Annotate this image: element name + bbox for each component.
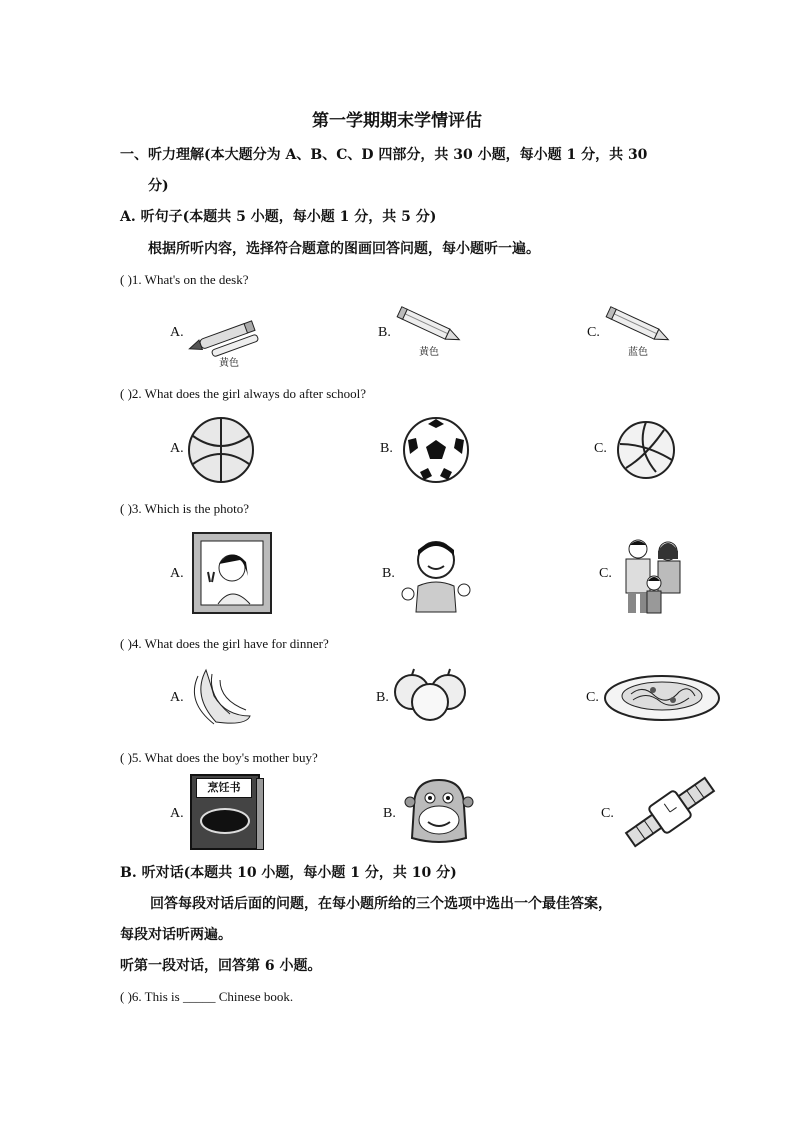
part1-heading-cont: 分) xyxy=(148,178,169,194)
pencil-icon xyxy=(605,310,675,345)
question-6: ( )6. This is _____ Chinese book. xyxy=(120,989,294,1004)
q1-option-c-label: C. xyxy=(587,325,600,340)
q1-c-caption: 蓝色 xyxy=(628,347,648,358)
q1-b-caption: 黄色 xyxy=(419,347,439,358)
page-title: 第一学期期末学情评估 xyxy=(312,111,482,131)
boy-icon xyxy=(400,534,475,614)
question-2: ( )2. What does the girl always do after school? xyxy=(120,386,366,401)
dialog-1-instruction: 听第一段对话，回答第 6 小题。 xyxy=(120,958,322,974)
soccer-ball-icon xyxy=(402,416,470,484)
section-a-heading: A. 听句子(本题共 5 小题，每小题 1 分，共 5 分) xyxy=(120,209,437,225)
cookbook-label: 烹饪书 xyxy=(196,778,252,798)
q2-option-c-label: C. xyxy=(594,441,607,456)
section-b-heading: B. 听对话(本题共 10 小题，每小题 1 分，共 10 分) xyxy=(120,865,457,881)
q1-a-caption: 黄色 xyxy=(219,358,239,369)
question-5: ( )5. What does the boy's mother buy? xyxy=(120,750,318,765)
section-b-instruction-2: 每段对话听两遍。 xyxy=(120,927,232,943)
q3-option-b-label: B. xyxy=(382,566,395,581)
q2-option-b-label: B. xyxy=(380,441,393,456)
family-icon xyxy=(620,535,685,615)
q5-option-c-label: C. xyxy=(601,806,614,821)
backpack-icon xyxy=(406,776,472,846)
q1-option-a-label: A. xyxy=(170,325,184,340)
q5-option-a-label: A. xyxy=(170,806,184,821)
bananas-icon xyxy=(186,666,254,728)
volleyball-icon xyxy=(616,420,676,480)
cookbook-icon xyxy=(190,774,262,850)
q4-option-c-label: C. xyxy=(586,690,599,705)
framed-photo-icon xyxy=(192,532,272,614)
part1-heading: 一、听力理解(本大题分为 A、B、C、D 四部分，共 30 小题，每小题 1 分，共 30 xyxy=(120,147,648,163)
q3-option-c-label: C. xyxy=(599,566,612,581)
question-3: ( )3. Which is the photo? xyxy=(120,501,250,516)
basketball-icon xyxy=(187,416,255,484)
noodle-plate-icon xyxy=(603,668,721,724)
q3-option-a-label: A. xyxy=(170,566,184,581)
pencil-icon xyxy=(396,310,466,345)
q4-option-a-label: A. xyxy=(170,690,184,705)
apples-icon xyxy=(392,672,468,722)
question-1: ( )1. What's on the desk? xyxy=(120,272,249,287)
question-4: ( )4. What does the girl have for dinner? xyxy=(120,636,329,651)
q4-option-b-label: B. xyxy=(376,690,389,705)
section-a-instruction: 根据所听内容，选择符合题意的图画回答问题，每小题听一遍。 xyxy=(148,241,540,257)
wristwatch-icon xyxy=(620,774,720,850)
section-b-instruction-1: 回答每段对话后面的问题，在每小题所给的三个选项中选出一个最佳答案， xyxy=(150,896,612,912)
q1-option-b-label: B. xyxy=(378,325,391,340)
fountain-pen-icon xyxy=(188,318,268,358)
q5-option-b-label: B. xyxy=(383,806,396,821)
q2-option-a-label: A. xyxy=(170,441,184,456)
